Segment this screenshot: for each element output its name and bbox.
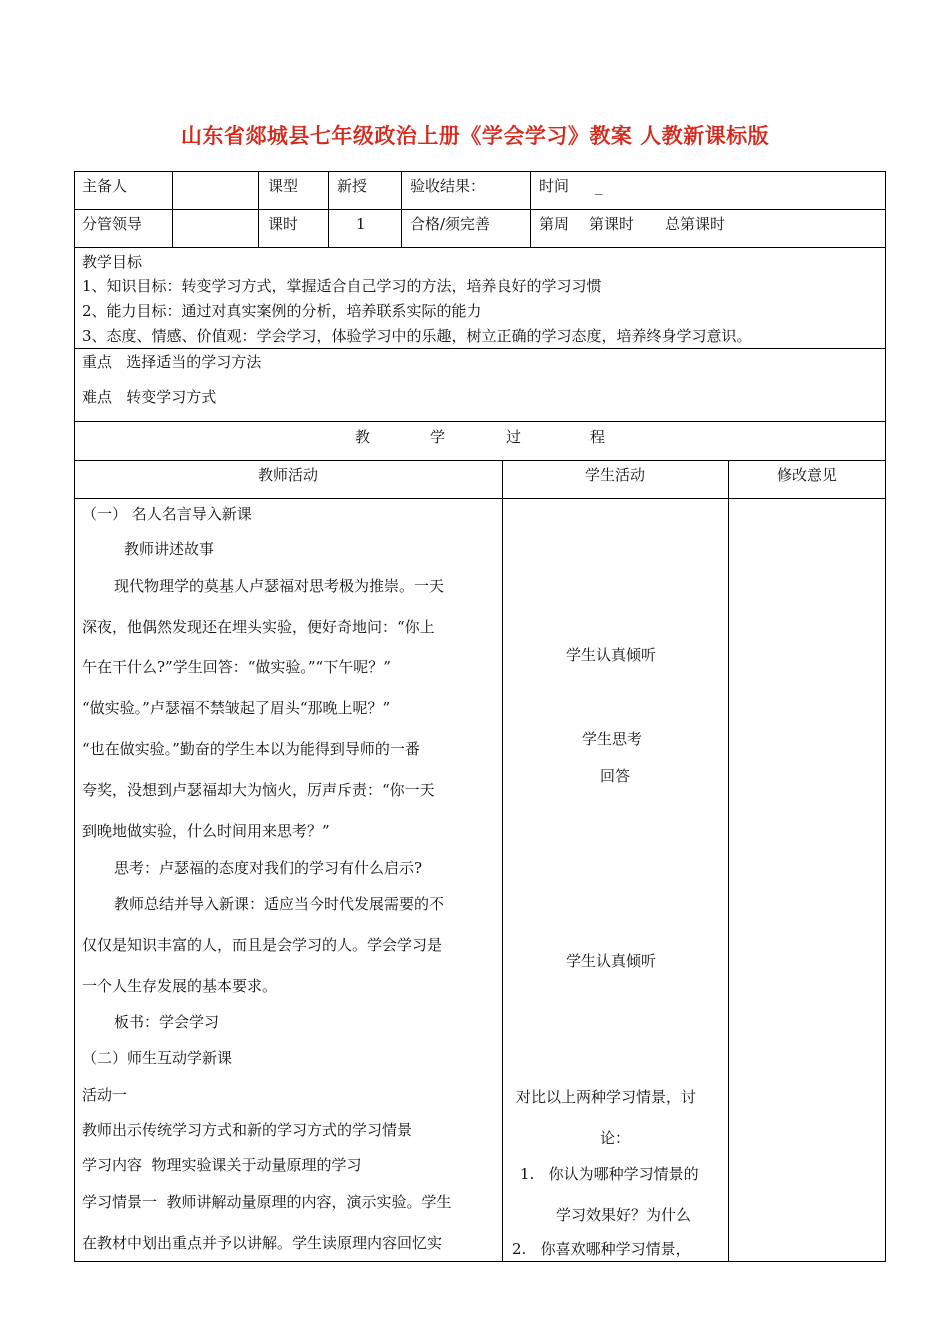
teacher-line: 现代物理学的莫基人卢瑟福对思考极为推崇。一天 xyxy=(114,577,445,595)
label-periods: 课时 xyxy=(268,215,299,233)
process-title-char: 教 xyxy=(355,428,371,446)
supervisor-value xyxy=(173,210,257,246)
teacher-line: 仅仅是知识丰富的人，而且是会学习的人。学会学习是 xyxy=(82,936,443,954)
periods-value: 1 xyxy=(356,215,366,233)
col-divider xyxy=(258,171,259,247)
label-supervisor: 分管领导 xyxy=(82,215,143,233)
teacher-line: 一个人生存发展的基本要求。 xyxy=(82,977,278,995)
teacher-line: 午在干什么?”学生回答：“做实验。”“下午呢？” xyxy=(82,658,391,676)
student-line: 2. 你喜欢哪种学习情景， xyxy=(512,1240,691,1258)
objective-line: 2、能力目标：通过对真实案例的分析，培养联系实际的能力 xyxy=(82,302,482,320)
student-line: 对比以上两种学习情景，讨 xyxy=(516,1088,697,1106)
time-value: _ xyxy=(595,177,603,195)
week-label: 第周 xyxy=(539,215,570,233)
teacher-line: “也在做实验。”勤奋的学生本以为能得到导师的一番 xyxy=(82,740,420,758)
key-point: 重点 选择适当的学习方法 xyxy=(82,353,262,371)
col-header-teacher: 教师活动 xyxy=(257,466,318,484)
teacher-line: 到晚地做实验，什么时间用来思考？” xyxy=(82,822,330,840)
col-divider xyxy=(530,171,531,247)
row-divider xyxy=(74,247,886,248)
teacher-line: “做实验。”卢瑟福不禁皱起了眉头“那晚上呢？” xyxy=(82,699,391,717)
label-preparer: 主备人 xyxy=(82,177,128,195)
teacher-line: 深夜，他偶然发现还在埋头实验，便好奇地问：“你上 xyxy=(82,618,435,636)
objectives-heading: 教学目标 xyxy=(82,253,143,271)
student-line: 回答 xyxy=(600,767,631,785)
teacher-line: 夸奖，没想到卢瑟福却大为恼火，厉声斥责：“你一天 xyxy=(82,781,435,799)
teacher-line: 学习内容 物理实验课关于动量原理的学习 xyxy=(82,1156,362,1174)
row-divider xyxy=(74,421,886,422)
process-title-char: 学 xyxy=(430,428,446,446)
teacher-line: 学习情景一 教师讲解动量原理的内容，演示实验。学生 xyxy=(82,1193,452,1211)
teacher-line: 思考：卢瑟福的态度对我们的学习有什么启示? xyxy=(114,859,423,877)
col-divider xyxy=(401,171,402,247)
label-time: 时间 xyxy=(539,177,570,195)
total-period-label: 总第课时 xyxy=(665,215,726,233)
objective-line: 1、知识目标：转变学习方式，掌握适合自己学习的方法，培养良好的学习习惯 xyxy=(82,277,602,295)
process-title-char: 程 xyxy=(590,428,606,446)
difficult-point: 难点 转变学习方式 xyxy=(82,388,217,406)
col-header-revision: 修改意见 xyxy=(776,466,837,484)
process-title-char: 过 xyxy=(506,428,522,446)
student-line: 学习效果好？为什么 xyxy=(556,1206,692,1224)
student-line: 1. 你认为哪种学习情景的 xyxy=(520,1165,699,1183)
lesson-type-value: 新授 xyxy=(337,177,368,195)
student-line: 学生认真倾听 xyxy=(566,952,657,970)
teacher-line: 在教材中划出重点并予以讲解。学生读原理内容回忆实 xyxy=(82,1234,443,1252)
teacher-line: 教师讲述故事 xyxy=(124,540,215,558)
student-line: 论： xyxy=(600,1129,631,1147)
student-line: 学生认真倾听 xyxy=(566,646,657,664)
label-lesson-type: 课型 xyxy=(268,177,299,195)
period-label: 第课时 xyxy=(589,215,635,233)
teacher-line: （二）师生互动学新课 xyxy=(82,1049,233,1067)
label-acceptance-result: 验收结果： xyxy=(410,177,486,195)
row-divider xyxy=(74,498,886,499)
row-divider xyxy=(74,348,886,349)
teacher-line: 教师总结并导入新课：适应当今时代发展需要的不 xyxy=(114,895,445,913)
row-divider xyxy=(74,460,886,461)
acceptance-value: 合格/须完善 xyxy=(410,215,491,233)
col-divider xyxy=(728,460,729,1262)
objective-line: 3、态度、情感、价值观：学会学习，体验学习中的乐趣，树立正确的学习态度，培养终身学习意识。 xyxy=(82,327,752,345)
student-line: 学生思考 xyxy=(582,730,643,748)
teacher-line: 板书：学会学习 xyxy=(114,1013,220,1031)
col-divider xyxy=(328,171,329,247)
col-divider xyxy=(502,460,503,1262)
preparer-value xyxy=(173,172,257,208)
document-title: 山东省郯城县七年级政治上册《学会学习》教案 人教新课标版 xyxy=(180,123,770,148)
teacher-line: （一） 名人名言导入新课 xyxy=(82,505,252,523)
teacher-line: 活动一 xyxy=(82,1086,128,1104)
col-header-student: 学生活动 xyxy=(584,466,645,484)
teacher-line: 教师出示传统学习方式和新的学习方式的学习情景 xyxy=(82,1121,413,1139)
